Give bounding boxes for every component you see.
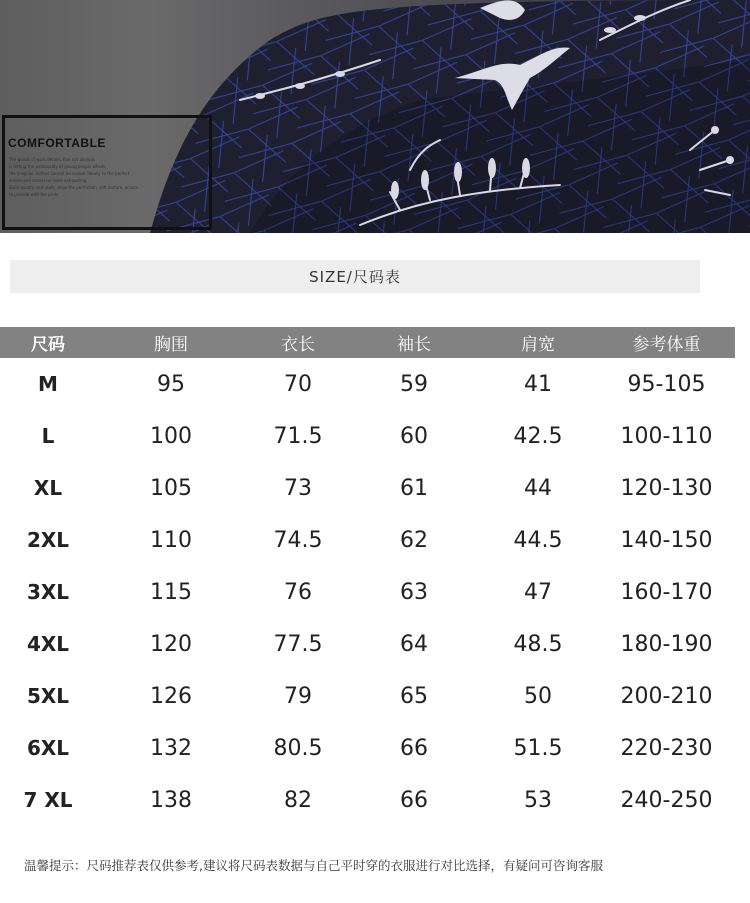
cell-size: 6XL (26, 736, 70, 760)
cell-length: 71.5 (273, 423, 323, 449)
cell-chest: 110 (150, 527, 192, 553)
cell-weight: 95-105 (627, 371, 706, 397)
cell-weight: 120-130 (620, 475, 713, 501)
cell-shoulder: 47 (524, 579, 552, 605)
banner-label: COMFORTABLE (8, 136, 106, 150)
table-header (0, 327, 735, 358)
banner-line: the irregular clothes cannot be casual. Ideally to the perfect (9, 171, 130, 176)
cell-shoulder: 48.5 (513, 631, 563, 657)
cell-length: 73 (284, 475, 312, 501)
size-chart-title: SIZE/尺码表 (10, 260, 700, 293)
cell-weight: 100-110 (620, 423, 713, 449)
cell-sleeve: 60 (400, 423, 428, 449)
cell-sleeve: 66 (400, 735, 428, 761)
header-weight: 参考体重 (632, 335, 701, 355)
cell-size: 3XL (26, 580, 70, 604)
cell-length: 70 (284, 371, 312, 397)
table-row (0, 670, 735, 722)
cell-shoulder: 51.5 (513, 735, 563, 761)
cell-size: 4XL (26, 632, 70, 656)
cell-sleeve: 64 (400, 631, 428, 657)
cell-weight: 140-150 (620, 527, 713, 553)
cell-shoulder: 41 (524, 371, 552, 397)
cell-chest: 100 (150, 423, 192, 449)
table-row (0, 618, 735, 670)
cell-weight: 180-190 (620, 631, 713, 657)
cell-size: 5XL (26, 684, 70, 708)
header-sleeve: 袖长 (397, 335, 431, 355)
header-chest: 胸围 (154, 335, 188, 355)
banner-line: is letting the personality of young people wheat, (9, 164, 107, 169)
cell-sleeve: 63 (400, 579, 428, 605)
header-size: 尺码 (31, 335, 65, 355)
cell-length: 79 (284, 683, 312, 709)
banner-line: to provide with the pride. (9, 192, 60, 197)
cell-length: 82 (284, 787, 312, 813)
cell-size: L (41, 424, 55, 448)
cell-sleeve: 61 (400, 475, 428, 501)
cell-length: 80.5 (273, 735, 323, 761)
cell-chest: 138 (150, 787, 192, 813)
footer-note: 温馨提示：尺码推荐表仅供参考,建议将尺码表数据与自己平时穿的衣服进行对比选择，有疑问可咨询客服 (24, 858, 603, 873)
cell-chest: 95 (157, 371, 185, 397)
cell-sleeve: 59 (400, 371, 428, 397)
cell-shoulder: 42.5 (513, 423, 563, 449)
cell-weight: 160-170 (620, 579, 713, 605)
table-row (0, 774, 735, 826)
cell-chest: 132 (150, 735, 192, 761)
cell-sleeve: 66 (400, 787, 428, 813)
cell-sleeve: 65 (400, 683, 428, 709)
cell-length: 77.5 (273, 631, 323, 657)
cell-size: 2XL (26, 528, 70, 552)
header-shoulder: 肩宽 (521, 335, 555, 355)
cell-shoulder: 53 (524, 787, 552, 813)
table-row (0, 462, 735, 514)
cell-sleeve: 62 (400, 527, 428, 553)
table-row (0, 358, 735, 410)
cell-length: 74.5 (273, 527, 323, 553)
header-length: 衣长 (281, 335, 315, 355)
table-row (0, 566, 735, 618)
cell-shoulder: 44.5 (513, 527, 563, 553)
table-row (0, 722, 735, 774)
cell-weight: 240-250 (620, 787, 713, 813)
size-table (0, 327, 735, 826)
cell-weight: 220-230 (620, 735, 713, 761)
cell-chest: 120 (150, 631, 192, 657)
cell-length: 76 (284, 579, 312, 605)
cell-shoulder: 44 (524, 475, 552, 501)
banner-description (9, 156, 199, 198)
product-banner (0, 0, 750, 233)
cell-chest: 126 (150, 683, 192, 709)
table-row (0, 410, 735, 462)
cell-weight: 200-210 (620, 683, 713, 709)
table-body (0, 358, 735, 826)
banner-line: The goods of work details, fine not obvious (9, 157, 96, 162)
cell-chest: 115 (150, 579, 192, 605)
banner-line: leaves and casual no looks exhausting. (9, 178, 88, 183)
table-row (0, 514, 735, 566)
cell-size: M (38, 372, 58, 396)
cell-size: 7 XL (23, 788, 73, 812)
cell-chest: 105 (150, 475, 192, 501)
banner-line: Build quality, but really show the perfection, soft texture, ensure (9, 185, 139, 190)
cell-shoulder: 50 (524, 683, 552, 709)
cell-size: XL (33, 476, 63, 500)
